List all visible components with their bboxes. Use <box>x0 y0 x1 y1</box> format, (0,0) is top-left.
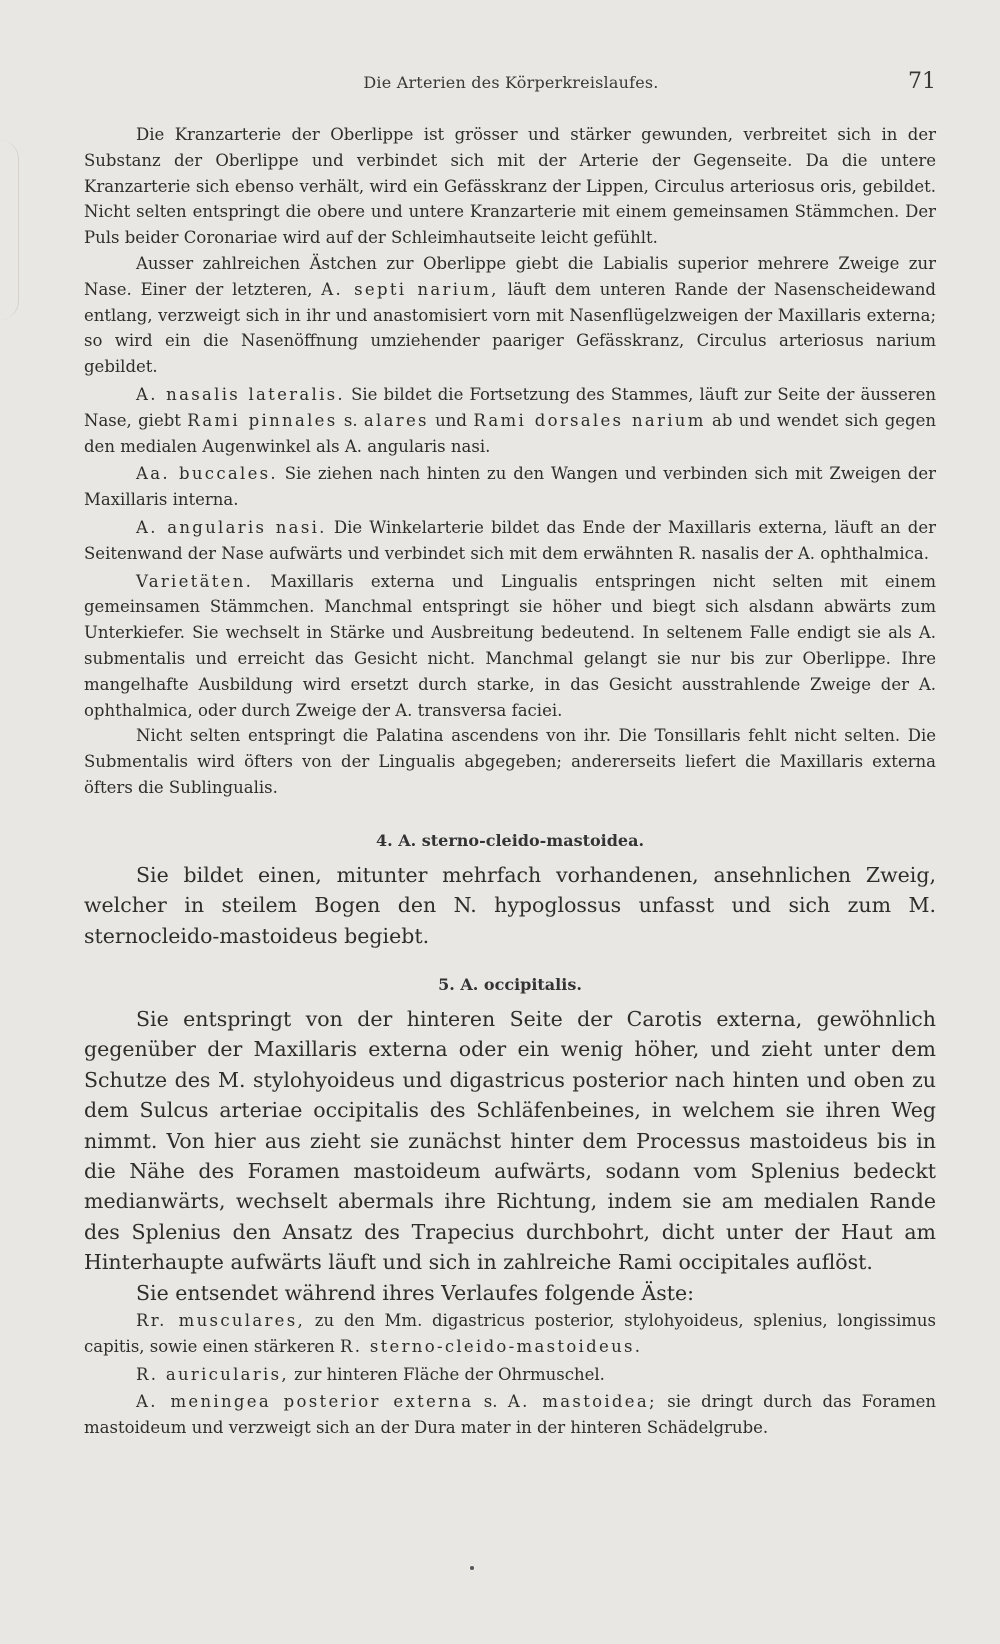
page-number: 71 <box>908 69 936 94</box>
term-buccales: Aa. buccales. <box>136 464 278 484</box>
paragraph-nasalis-lateralis <box>84 382 936 459</box>
paragraph-text: Sie ziehen nach hinten zu den Wangen und verbinden sich mit Zweigen der Maxillaris interna. <box>84 464 936 510</box>
paragraph-kranzarterie <box>84 122 936 251</box>
paragraph-text: zur hinteren Fläche der Ohrmuschel. <box>288 1364 605 1384</box>
paragraph-r-auricularis <box>84 1362 936 1388</box>
paragraph-labialis-branches <box>84 251 936 380</box>
paragraph-varietaeten <box>84 569 936 724</box>
paragraph-angularis-nasi <box>84 515 936 567</box>
paragraph-text: s. <box>337 410 364 430</box>
paragraph-text: Ausser zahlreichen Ästchen zur Oberlippe giebt die Labialis superior mehrere Zweige zur Nase. Einer der letzteren, <box>84 253 936 299</box>
paragraph-text: Die Winkelarterie bildet das Ende der Maxillaris externa, läuft an der Seitenwand der Nase aufwärts und verbindet sich mit dem erwähnten R. nasalis der A. ophthalmica. <box>84 517 936 563</box>
term-rami-dorsales: Rami dorsales narium <box>473 410 706 430</box>
paragraph-branches-intro <box>84 1278 936 1308</box>
running-title: Die Arterien des Körperkreislaufes. <box>363 73 659 92</box>
paragraph-text: sie dringt durch das Foramen mastoideum und verzweigt sich an der Dura mater in der hinteren Schädelgrube. <box>84 1392 936 1438</box>
section-heading-sterno-cleido-mastoidea: 4. A. sterno-cleido-mastoidea. <box>375 830 645 850</box>
paragraph-text: ab und wendet sich gegen den medialen Augenwinkel als A. angularis nasi. <box>84 410 936 456</box>
body-text <box>84 122 936 1441</box>
page-header <box>86 69 936 103</box>
paragraph-text: läuft dem unteren Rande der Nasenscheidewand entlang, verzweigt sich in ihr und anastomisiert vorn mit Nasenflügelzweigen der Maxillaris externa; so wird ein die Nasenöffnung umziehender paariger Gefässkranz, Circulus arteriosus narium gebildet. <box>84 279 936 377</box>
paragraph-palatina <box>84 723 936 800</box>
paragraph-text: Sie entspringt von der hinteren Seite der Carotis externa, gewöhnlich gegenüber der Maxillaris externa oder ein wenig höher, und zieht unter dem Schutze des M. stylohyoideus und digastricus posterior nach hinten und oben zu dem Sulcus arteriae occipitalis des Schläfenbeines, in welchem sie ihren Weg nimmt. Von hier aus zieht sie zunächst hinter dem Processus mastoideus bis in die Nähe des Foramen mastoideum aufwärts, sodann vom Splenius bedeckt medianwärts, wechselt abermals ihre Richtung, indem sie am medialen Rande des Splenius den Ansatz des Trapecius durchbohrt, dicht unter der Haut am Hinterhaupte aufwärts läuft und sich in zahlreiche Rami occipitales auflöst. <box>84 1006 936 1275</box>
paragraph-sterno-cleido-mastoidea <box>84 860 936 951</box>
term-angularis-nasi: A. angularis nasi. <box>136 517 327 537</box>
section-heading-occipitalis: 5. A. occipitalis. <box>438 974 582 994</box>
paragraph-text: Sie bildet die Fortsetzung des Stammes, läuft zur Seite der äusseren Nase, giebt <box>84 384 936 430</box>
paragraph-text: Maxillaris externa und Lingualis entspringen nicht selten mit einem gemeinsamen Stämmchen. Manchmal entspringt sie höher und biegt sich alsdann abwärts zum Unterkiefer. Sie wechselt in Stärke und Ausbreitung bedeutend. In seltenem Falle endigt sie als A. submentalis und erreicht das Gesicht nicht. Manchmal gelangt sie nur bis zur Oberlippe. Ihre mangelhafte Ausbildung wird ersetzt durch starke, in das Gesicht ausstrahlende Zweige der A. ophthalmica, oder durch Zweige der A. transversa faciei. <box>84 571 936 720</box>
ink-speck <box>470 1566 474 1570</box>
paragraph-text: s. <box>473 1392 508 1412</box>
paragraph-buccales <box>84 461 936 513</box>
paragraph-text: Sie entsendet während ihres Verlaufes folgende Äste: <box>136 1280 695 1305</box>
paragraph-occipitalis <box>84 1004 936 1278</box>
term-meningea-posterior-externa: A. meningea posterior externa <box>136 1392 474 1412</box>
paragraph-text: und <box>428 410 474 430</box>
paragraph-text: zu den Mm. digastricus posterior, stylohyoideus, splenius, longissimus capitis, sowie einen stärkeren <box>84 1311 936 1356</box>
term-nasalis-lateralis: A. nasalis lateralis. <box>136 384 345 404</box>
paragraph-text: Nicht selten entspringt die Palatina ascendens von ihr. Die Tonsillaris fehlt nicht selten. Die Submentalis wird öfters von der Lingualis abgegeben; andererseits liefert die Maxillaris externa öfters die Sublingualis. <box>84 726 936 797</box>
term-r-sterno-cleido-mastoideus: R. sterno-cleido-mastoideus. <box>340 1336 643 1356</box>
term-septi-narium: A. septi narium, <box>321 279 499 299</box>
paragraph-meningea-posterior <box>84 1389 936 1441</box>
term-rami-pinnales: Rami pinnales <box>187 410 338 430</box>
term-a-mastoidea: A. mastoidea; <box>507 1392 657 1412</box>
term-alares: alares <box>363 410 429 430</box>
term-rr-musculares: Rr. musculares, <box>136 1311 306 1330</box>
page-edge-shadow <box>0 140 19 320</box>
paragraph-rr-musculares <box>84 1308 936 1360</box>
term-varietaeten: Varietäten. <box>136 571 254 591</box>
term-r-auricularis: R. auricularis, <box>136 1364 289 1384</box>
paragraph-text: Die Kranzarterie der Oberlippe ist grösser und stärker gewunden, verbreitet sich in der Substanz der Oberlippe und verbindet sich mit der Arterie der Gegenseite. Da die untere Kranzarterie sich ebenso verhält, wird ein Gefässkranz der Lippen, Circulus arteriosus oris, gebildet. Nicht selten entspringt die obere und untere Kranzarterie mit einem gemeinsamen Stämmchen. Der Puls beider Coronariae wird auf der Schleimhautseite leicht gefühlt. <box>84 125 936 248</box>
paragraph-text: Sie bildet einen, mitunter mehrfach vorhandenen, ansehnlichen Zweig, welcher in steilem Bogen den N. hypoglossus unfasst und sich zum M. sternocleido-mastoideus begiebt. <box>84 862 936 948</box>
